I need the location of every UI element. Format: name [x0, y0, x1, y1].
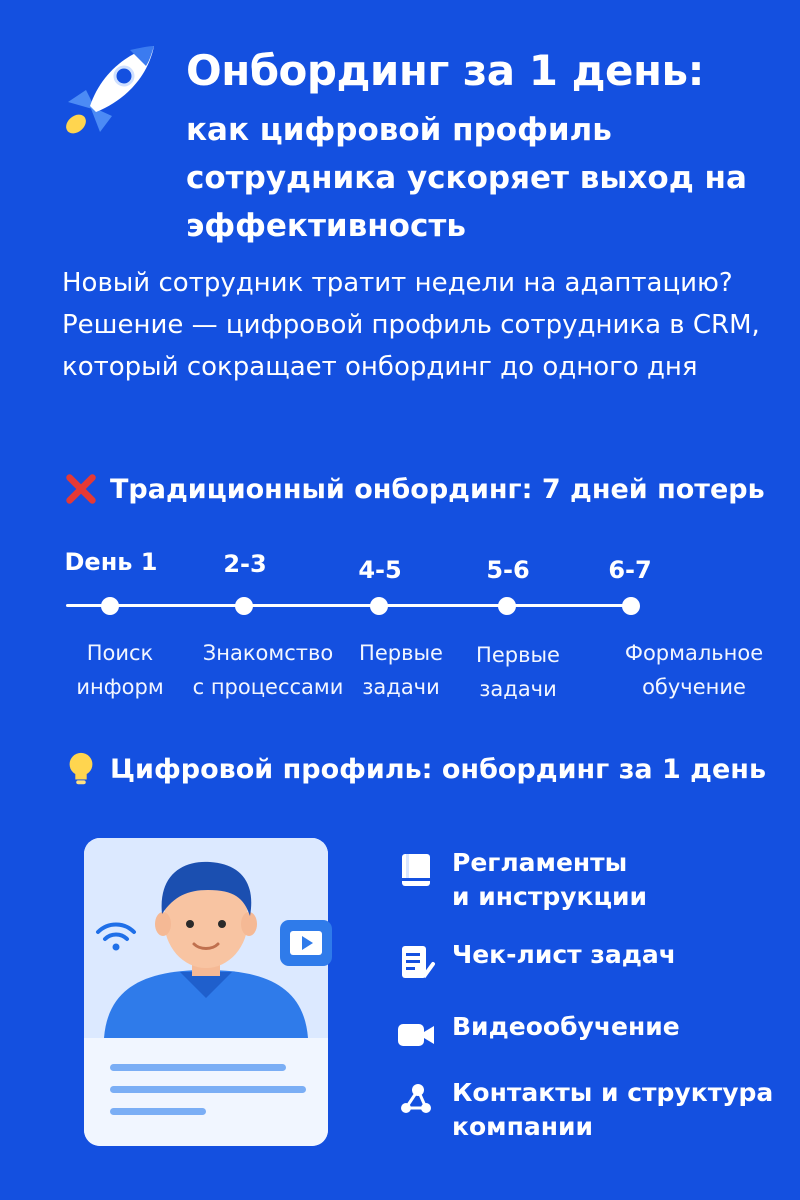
traditional-heading-text: Традиционный онбординг: 7 дней потерь — [110, 473, 765, 505]
feature-label: Чек-лист задач — [452, 940, 676, 969]
rocket-icon — [60, 40, 160, 140]
timeline-dot — [622, 597, 640, 615]
digital-heading — [62, 750, 766, 788]
timeline-line — [66, 604, 638, 607]
feature-item — [396, 846, 782, 914]
traditional-heading — [62, 470, 765, 508]
timeline-dot — [235, 597, 253, 615]
timeline-dot — [498, 597, 516, 615]
video-play-icon — [278, 918, 334, 968]
book-icon — [396, 850, 436, 890]
lightbulb-icon — [62, 750, 100, 788]
timeline-day-4: 5-6 — [486, 556, 530, 584]
intro-text: Новый сотрудник тратит недели на адаптацию? Решение — цифровой профиль сотрудника в CRM, который сокращает онбординг до одного дня — [62, 268, 760, 382]
timeline-day-5: 6-7 — [608, 556, 652, 584]
page-subtitle: как цифровой профиль сотрудника ускоряет выход на эффективность — [186, 112, 747, 244]
feature-label: компании — [452, 1112, 594, 1141]
feature-label: Контакты и структура — [452, 1078, 774, 1107]
feature-label: Регламенты — [452, 848, 628, 877]
timeline-day-2: 2-3 — [223, 550, 267, 578]
info-line — [110, 1064, 286, 1071]
profile-card — [84, 838, 328, 1146]
info-line — [110, 1108, 206, 1115]
cross-icon — [62, 470, 100, 508]
timeline-dot — [370, 597, 388, 615]
feature-item — [396, 938, 782, 982]
org-structure-icon — [396, 1080, 436, 1120]
timeline-label-1: Поиск информ — [76, 641, 164, 699]
timeline-label-2: Знакомство с процессами — [192, 641, 344, 699]
feature-item — [396, 1076, 782, 1144]
profile-info-area — [84, 1038, 328, 1146]
page-title: Онбординг за 1 день: — [186, 46, 704, 95]
checklist-icon — [396, 942, 436, 982]
info-line — [110, 1086, 306, 1093]
timeline-dot — [101, 597, 119, 615]
timeline-label-3: Первые задачи — [359, 641, 443, 699]
wifi-icon — [94, 918, 138, 954]
feature-label: и инструкции — [452, 882, 648, 911]
timeline-day-3: 4-5 — [358, 556, 402, 584]
digital-heading-text: Цифровой профиль: онбординг за 1 день — [110, 753, 767, 785]
feature-label: Видеообучение — [452, 1012, 680, 1041]
timeline-label-4: Первые задачи — [476, 643, 560, 701]
timeline-day-1: Dень 1 — [64, 548, 158, 576]
timeline-label-5: Формальное обучение — [624, 641, 764, 699]
video-camera-icon — [396, 1014, 436, 1054]
feature-item — [396, 1010, 782, 1054]
